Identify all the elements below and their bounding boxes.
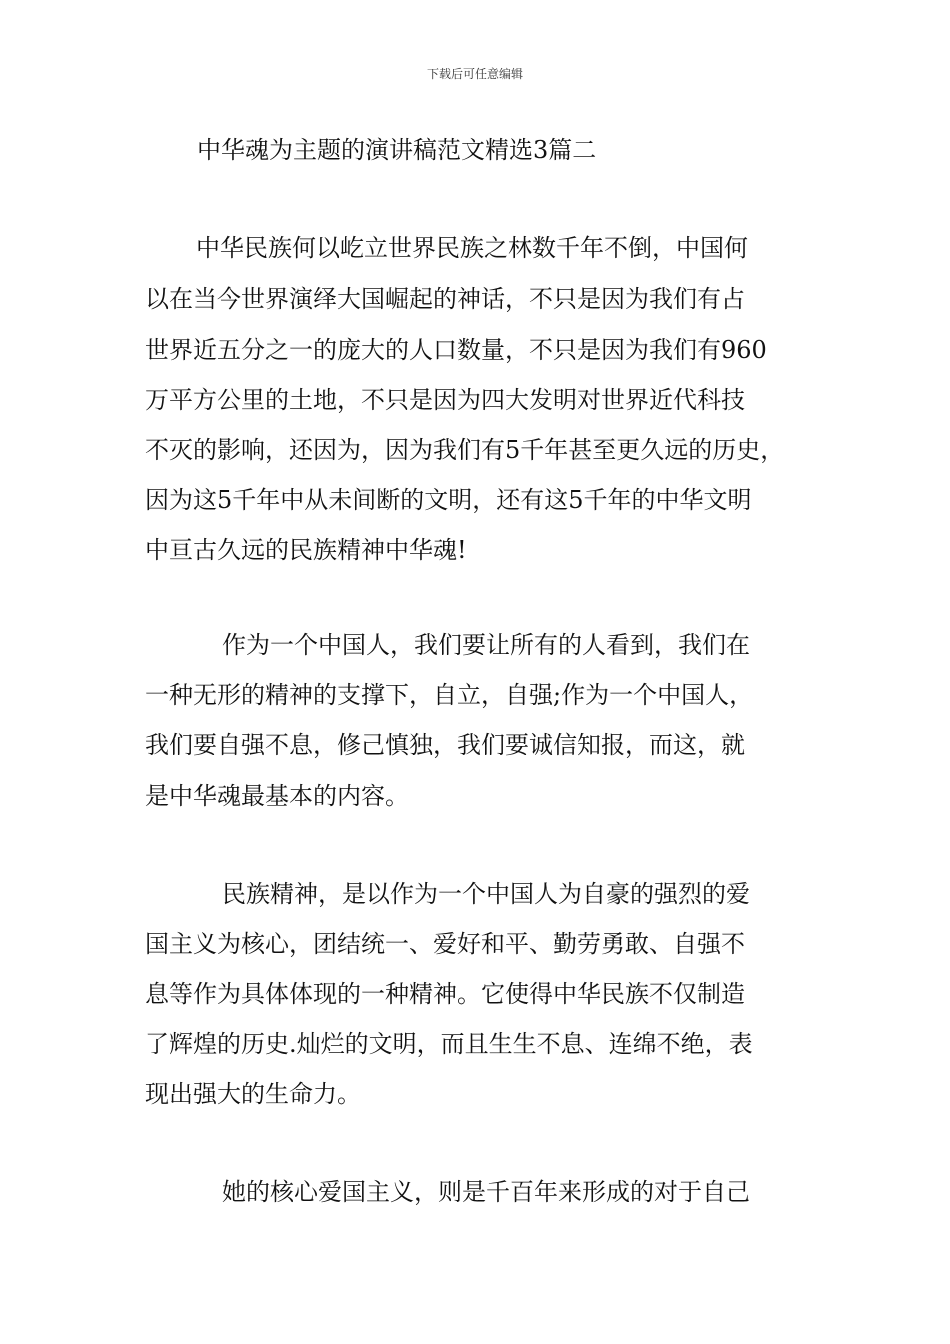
paragraph-4-line: 她的核心爱国主义，则是千百年来形成的对于自己 <box>222 1178 750 1206</box>
paragraph-2-line: 作为一个中国人，我们要让所有的人看到，我们在 <box>222 631 750 659</box>
paragraph-1-line: 以在当今世界演绎大国崛起的神话，不只是因为我们有占 <box>145 285 745 313</box>
paragraph-1-line: 中亘古久远的民族精神中华魂! <box>145 536 467 564</box>
paragraph-1-line: 不灭的影响，还因为，因为我们有5千年甚至更久远的历史， <box>145 436 785 464</box>
paragraph-3-line: 现出强大的生命力。 <box>145 1080 361 1108</box>
paragraph-3-line: 民族精神，是以作为一个中国人为自豪的强烈的爱 <box>222 880 750 908</box>
paragraph-1-line: 万平方公里的土地，不只是因为四大发明对世界近代科技 <box>145 386 745 414</box>
document-title: 中华魂为主题的演讲稿范文精选3篇二 <box>197 136 597 164</box>
page-header-note: 下载后可任意编辑 <box>426 67 523 81</box>
paragraph-3-line: 了辉煌的历史.灿烂的文明，而且生生不息、连绵不绝，表 <box>145 1030 753 1058</box>
paragraph-1-line: 因为这5千年中从未间断的文明，还有这5千年的中华文明 <box>145 486 752 514</box>
paragraph-3-line: 息等作为具体体现的一种精神。它使得中华民族不仅制造 <box>145 980 745 1008</box>
paragraph-1-line: 世界近五分之一的庞大的人口数量，不只是因为我们有960 <box>145 336 767 364</box>
paragraph-2-line: 我们要自强不息，修己慎独，我们要诚信知报，而这，就 <box>145 731 745 759</box>
paragraph-1-line: 中华民族何以屹立世界民族之林数千年不倒，中国何 <box>196 234 748 262</box>
paragraph-3-line: 国主义为核心，团结统一、爱好和平、勤劳勇敢、自强不 <box>145 930 745 958</box>
paragraph-2-line: 是中华魂最基本的内容。 <box>145 782 409 810</box>
paragraph-2-line: 一种无形的精神的支撑下，自立，自强;作为一个中国人， <box>145 681 754 709</box>
